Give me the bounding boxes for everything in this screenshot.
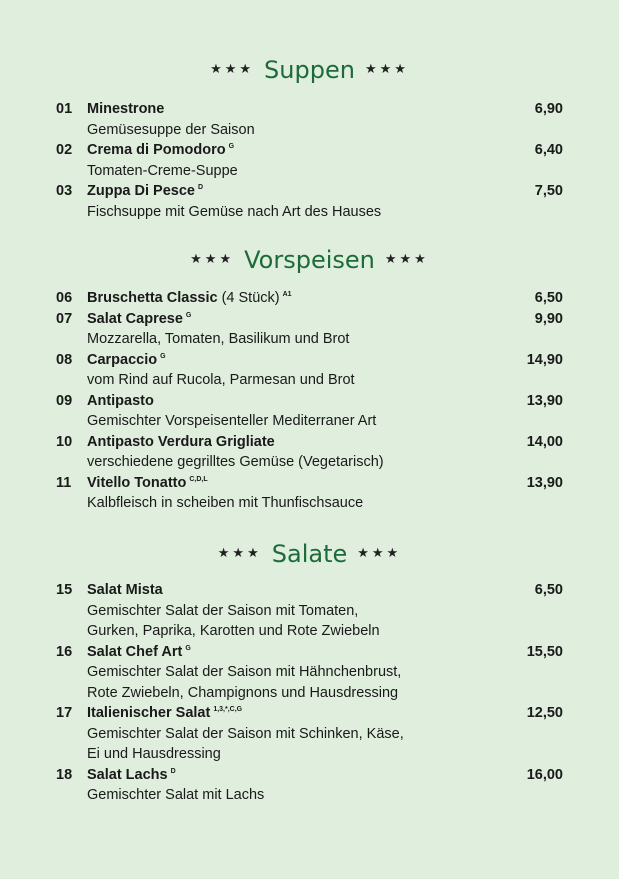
item-price: 14,00: [526, 433, 563, 450]
item-number: 10: [56, 433, 73, 450]
section-title-text: Suppen: [264, 56, 355, 84]
item-name: Salat Lachs: [87, 766, 168, 783]
item-number: 07: [56, 310, 73, 327]
item-name-group: [87, 288, 292, 309]
item-name-group: [87, 580, 163, 601]
menu-item: [0, 642, 619, 704]
menu-item-description-line: [0, 744, 619, 765]
menu-item: [0, 99, 619, 140]
item-name: Salat Mista: [87, 582, 163, 598]
section-title-text: Salate: [271, 540, 348, 568]
menu-item: [0, 432, 619, 473]
item-name: Crema di Pomodoro: [87, 142, 226, 158]
item-description: Fischsuppe mit Gemüse nach Art des Hauses: [87, 203, 382, 220]
stars-decoration: ★★★: [217, 546, 262, 561]
menu-list: [0, 99, 619, 222]
menu-item: [0, 473, 619, 514]
item-description: Gemischter Salat mit Lachs: [87, 787, 265, 803]
item-name-group: [87, 309, 191, 330]
item-name-group: [87, 181, 203, 202]
stars-decoration: ★★★: [210, 62, 255, 77]
item-name: Italienischer Salat: [87, 705, 211, 721]
allergen-codes: G: [228, 143, 235, 150]
item-name: Antipasto Verdura Grigliate: [87, 433, 275, 450]
item-name: Carpaccio: [87, 351, 158, 368]
item-price: 6,90: [534, 101, 563, 117]
allergen-codes: G: [160, 352, 166, 360]
item-description: vom Rind auf Rucola, Parmesan und Brot: [87, 372, 355, 388]
item-description: Kalbfleisch in scheiben mit Thunfischsauce: [87, 495, 364, 511]
menu-item-header: [0, 391, 619, 412]
menu-item-description-line: [0, 329, 619, 350]
menu-item-header: [0, 432, 619, 453]
item-description: Gemischter Salat der Saison mit Schinken, Käse,: [87, 725, 404, 742]
item-name-group: [87, 765, 176, 786]
allergen-codes: D: [170, 767, 176, 775]
menu-item-description-line: [0, 120, 619, 141]
item-name: Zuppa Di Pesce: [87, 183, 195, 199]
stars-decoration: ★★★: [384, 252, 429, 267]
item-name: Bruschetta Classic: [87, 290, 218, 306]
menu-item-header: [0, 288, 619, 309]
item-price: 6,50: [534, 290, 563, 306]
item-description: Gemischter Salat der Saison mit Tomaten,: [87, 602, 359, 619]
item-number: 03: [56, 183, 73, 199]
menu-item-description-line: [0, 621, 619, 642]
section-title-text: Vorspeisen: [244, 246, 375, 274]
allergen-codes: 1,3,*,C,G: [213, 706, 243, 713]
item-name: Vitello Tonatto: [87, 474, 187, 491]
allergen-codes: G: [185, 311, 192, 319]
item-number: 01: [56, 101, 73, 117]
menu-item-header: [0, 99, 619, 120]
item-name-group: [87, 99, 164, 120]
item-number: 06: [56, 290, 73, 306]
item-name: Salat Chef Art: [87, 643, 183, 660]
item-description: Rote Zwiebeln, Champignons und Hausdressing: [87, 684, 399, 701]
item-name-group: [87, 140, 234, 161]
item-description: Gemüsesuppe der Saison: [87, 121, 255, 138]
allergen-codes: A1: [282, 291, 292, 298]
item-name: Antipasto: [87, 392, 154, 409]
stars-decoration: ★★★: [357, 546, 402, 561]
menu-item-header: [0, 703, 619, 724]
menu-item-description-line: [0, 493, 619, 514]
menu-item: [0, 350, 619, 391]
item-name-group: [87, 473, 208, 494]
menu-list: [0, 580, 619, 806]
item-number: 15: [56, 582, 73, 598]
item-price: 9,90: [534, 310, 563, 327]
item-price: 16,00: [526, 766, 563, 783]
menu-item: [0, 181, 619, 222]
allergen-codes: D: [197, 184, 204, 191]
item-price: 14,90: [526, 351, 563, 368]
item-price: 13,90: [526, 392, 563, 409]
section-title: [0, 244, 619, 275]
menu-item-description-line: [0, 161, 619, 182]
menu-item-description-line: [0, 724, 619, 745]
item-number: 18: [56, 766, 73, 783]
menu-item-description-line: [0, 370, 619, 391]
item-price: 6,40: [534, 142, 563, 158]
item-number: 16: [56, 643, 73, 660]
menu-item-description-line: [0, 452, 619, 473]
menu-item: [0, 391, 619, 432]
allergen-codes: G: [185, 644, 191, 652]
menu-item-header: [0, 181, 619, 202]
item-description: verschiedene gegrilltes Gemüse (Vegetarisch): [87, 454, 384, 470]
item-number: 11: [56, 474, 72, 491]
item-name-group: [87, 642, 191, 663]
menu-item-header: [0, 473, 619, 494]
item-price: 15,50: [526, 643, 563, 660]
item-portion: (4 Stück): [217, 290, 280, 306]
section-title: [0, 538, 619, 569]
menu-item-description-line: [0, 662, 619, 683]
allergen-codes: C,D,L: [189, 475, 208, 483]
menu-item: [0, 703, 619, 765]
menu-item-description-line: [0, 683, 619, 704]
item-number: 02: [56, 142, 73, 158]
menu-item-header: [0, 140, 619, 161]
item-number: 08: [56, 351, 73, 368]
item-price: 6,50: [534, 582, 563, 598]
item-name: Salat Caprese: [87, 310, 183, 327]
item-name-group: [87, 350, 166, 371]
menu-item-header: [0, 580, 619, 601]
item-description: Tomaten-Creme-Suppe: [87, 162, 238, 179]
menu-item: [0, 309, 619, 350]
item-number: 17: [56, 705, 73, 721]
menu-item-header: [0, 350, 619, 371]
menu-item-description-line: [0, 785, 619, 806]
menu-item-header: [0, 642, 619, 663]
item-number: 09: [56, 392, 73, 409]
menu-item: [0, 580, 619, 642]
menu-item-header: [0, 309, 619, 330]
menu-item-description-line: [0, 202, 619, 223]
stars-decoration: ★★★: [190, 252, 235, 267]
item-name-group: [87, 391, 154, 412]
menu-item: [0, 140, 619, 181]
item-name: Minestrone: [87, 101, 165, 117]
menu-item: [0, 288, 619, 309]
item-description: Ei und Hausdressing: [87, 746, 221, 762]
item-price: 7,50: [534, 183, 563, 199]
item-price: 13,90: [526, 474, 563, 491]
item-description: Gemischter Salat der Saison mit Hähnchenbrust,: [87, 664, 402, 680]
menu-item-description-line: [0, 601, 619, 622]
item-name-group: [87, 703, 242, 724]
item-description: Gemischter Vorspeisenteller Mediterraner Art: [87, 413, 377, 429]
item-description: Gurken, Paprika, Karotten und Rote Zwiebeln: [87, 623, 380, 639]
menu-list: [0, 288, 619, 514]
item-description: Mozzarella, Tomaten, Basilikum und Brot: [87, 331, 350, 347]
stars-decoration: ★★★: [364, 62, 409, 77]
item-price: 12,50: [526, 705, 563, 721]
menu-item-header: [0, 765, 619, 786]
section-title: [0, 54, 619, 85]
item-name-group: [87, 432, 275, 453]
menu-item: [0, 765, 619, 806]
menu-item-description-line: [0, 411, 619, 432]
